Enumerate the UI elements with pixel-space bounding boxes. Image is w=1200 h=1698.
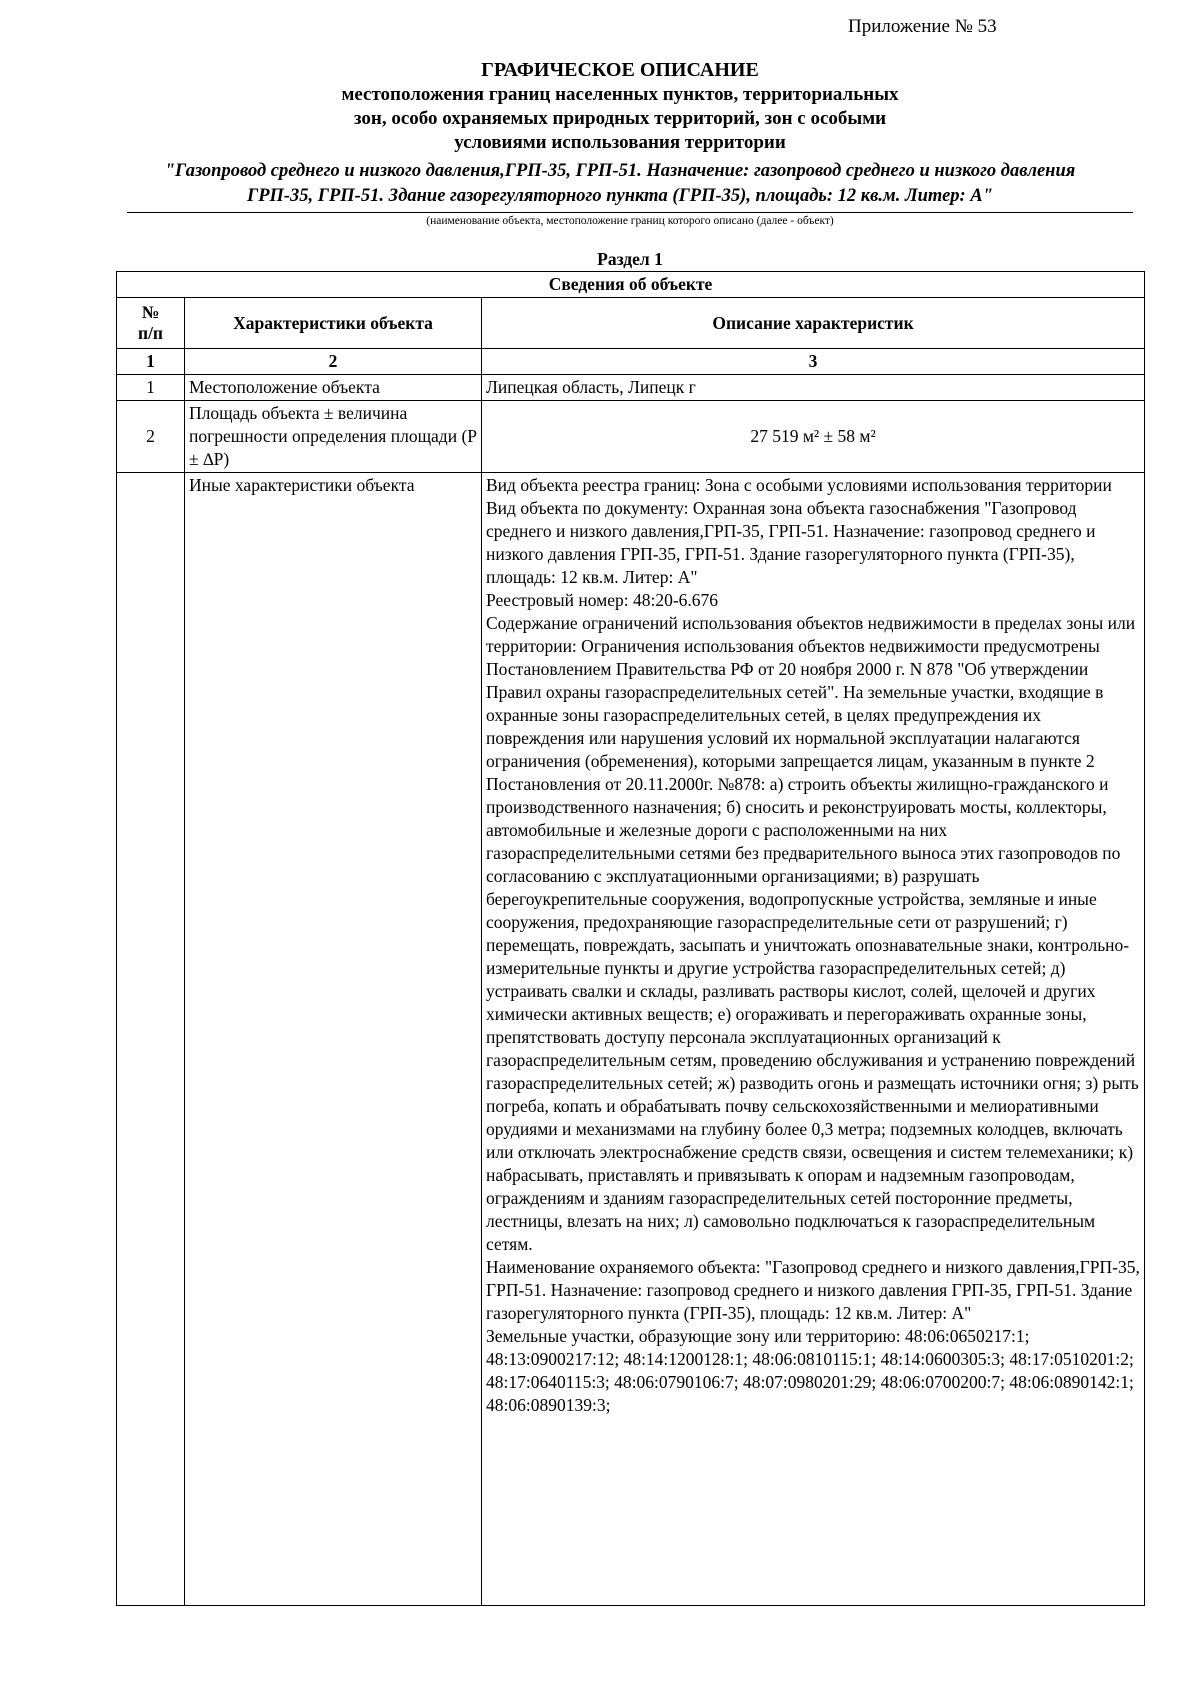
row-number: 1 [117, 375, 185, 401]
column-number-row [117, 349, 1145, 375]
appendix-number: Приложение № 53 [848, 16, 997, 37]
description-paragraph: Реестровый номер: 48:20-6.676 [486, 590, 719, 610]
table-title: Сведения об объекте [117, 272, 1145, 298]
column-number-1: 1 [117, 349, 185, 375]
row-description: Липецкая область, Липецк г [482, 375, 1145, 401]
row-description: 27 519 м² ± 58 м² [482, 401, 1145, 473]
subtitle-line-1: местоположения границ населенных пунктов, территориальных [341, 84, 899, 105]
subtitle-line-2: зон, особо охраняемых природных территорий, зон с особыми [353, 108, 887, 129]
table-title-row [117, 272, 1145, 298]
row-number: 2 [117, 401, 185, 473]
object-name-underline [127, 212, 1133, 213]
description-paragraph: Вид объекта реестра границ: Зона с особыми условиями использования территории [486, 475, 1112, 495]
table-header-row [117, 298, 1145, 349]
object-name-line-2: ГРП-35, ГРП-51. Здание газорегуляторного пункта (ГРП-35), площадь: 12 кв.м. Литер: А" [247, 186, 993, 206]
header-number: № п/п [117, 298, 185, 349]
table-row [117, 375, 1145, 401]
section-title: Раздел 1 [597, 249, 663, 269]
row-description [482, 473, 1145, 1606]
column-number-2: 2 [185, 349, 482, 375]
row-characteristic: Площадь объекта ± величина погрешности определения площади (P ± ∆P) [185, 401, 482, 473]
description-paragraph: Содержание ограничений использования объектов недвижимости в пределах зоны или территории: Ограничения использования объектов недвижимости предусмотрены Постановлением Правительства РФ от 20 ноября 2000 г. N 878 "Об утверждении Правил охраны газораспределительных сетей". На земельные участки, входящие в охранные зоны газораспределительных сетей, в целях предупреждения их повреждения или нарушения условий их нормальной эксплуатации налагаются ограничения (обременения), которыми запрещается лицам, указанным в пункте 2 Постановления от 20.11.2000г. №878: а) строить объекты жилищно-гражданского и производственного назначения; б) сносить и реконструировать мосты, коллекторы, автомобильные и железные дороги с расположенными на них газораспределительными сетями без предварительного выноса этих газопроводов по согласованию с эксплуатационными организациями; в) разрушать берегоукрепительные сооружения, водопропускные устройства, земляные и иные сооружения, предохраняющие газораспределительные сети от разрушений; г) перемещать, повреждать, засыпать и уничтожать опознавательные знаки, контрольно-измерительные пункты и другие устройства газораспределительных сетей; д) устраивать свалки и склады, разливать растворы кислот, солей, щелочей и других химически активных веществ; е) огораживать и перегораживать охранные зоны, препятствовать доступу персонала эксплуатационных организаций к газораспределительным сетям, проведению обслуживания и устранению повреждений газораспределительных сетей; ж) разводить огонь и размещать источники огня; з) рыть погреба, копать и обрабатывать почву сельскохозяйственными и мелиоративными орудиями и механизмами на глубину более 0,3 метра; подземных колодцев, включать или отключать электроснабжение средств связи, освещения и систем телемеханики; к) набрасывать, приставлять и привязывать к опорам и надземным газопроводам, ограждениям и зданиям газораспределительных сетей посторонние предметы, лестницы, влезать на них; л) самовольно подключаться к газораспределительным сетям. [486, 613, 1139, 1254]
table-row [117, 401, 1145, 473]
row-characteristic: Иные характеристики объекта [185, 473, 482, 1606]
column-number-3: 3 [482, 349, 1145, 375]
object-name [100, 159, 1140, 209]
header-description: Описание характеристик [482, 298, 1145, 349]
description-paragraph: Земельные участки, образующие зону или территорию: 48:06:0650217:1; 48:13:0900217:12; 48:14:1200128:1; 48:06:0810115:1; 48:14:0600305:3; 48:17:0510201:2; 48:17:0640115:3; 48:06:0790106:7; 48:07:0980201:29; 48:06:0700200:7; 48:06:0890142:1; 48:06:0890139:3; [486, 1326, 1134, 1415]
object-name-line-1: "Газопровод среднего и низкого давления,ГРП-35, ГРП-51. Назначение: газопровод среднего и низкого давления [164, 161, 1076, 181]
row-number [117, 473, 185, 1606]
document-title: ГРАФИЧЕСКОЕ ОПИСАНИЕ [481, 59, 759, 81]
table-row [117, 473, 1145, 1606]
object-info-table [116, 271, 1145, 1606]
description-paragraph: Вид объекта по документу: Охранная зона объекта газоснабжения "Газопровод среднего и низкого давления,ГРП-35, ГРП-51. Назначение: газопровод среднего и низкого давления ГРП-35, ГРП-51. Здание газорегуляторного пункта (ГРП-35), площадь: 12 кв.м. Литер: А" [486, 498, 1096, 587]
description-paragraph: Наименование охраняемого объекта: "Газопровод среднего и низкого давления,ГРП-35, ГРП-51. Назначение: газопровод среднего и низкого давления ГРП-35, ГРП-51. Здание газорегуляторного пункта (ГРП-35), площадь: 12 кв.м. Литер: А" [486, 1257, 1140, 1323]
document-header [100, 58, 1140, 209]
object-caption: (наименование объекта, местоположение границ которого описано (далее - объект) [426, 215, 834, 227]
subtitle-line-3: условиями использования территории [454, 132, 786, 153]
header-characteristics: Характеристики объекта [185, 298, 482, 349]
row-characteristic: Местоположение объекта [185, 375, 482, 401]
